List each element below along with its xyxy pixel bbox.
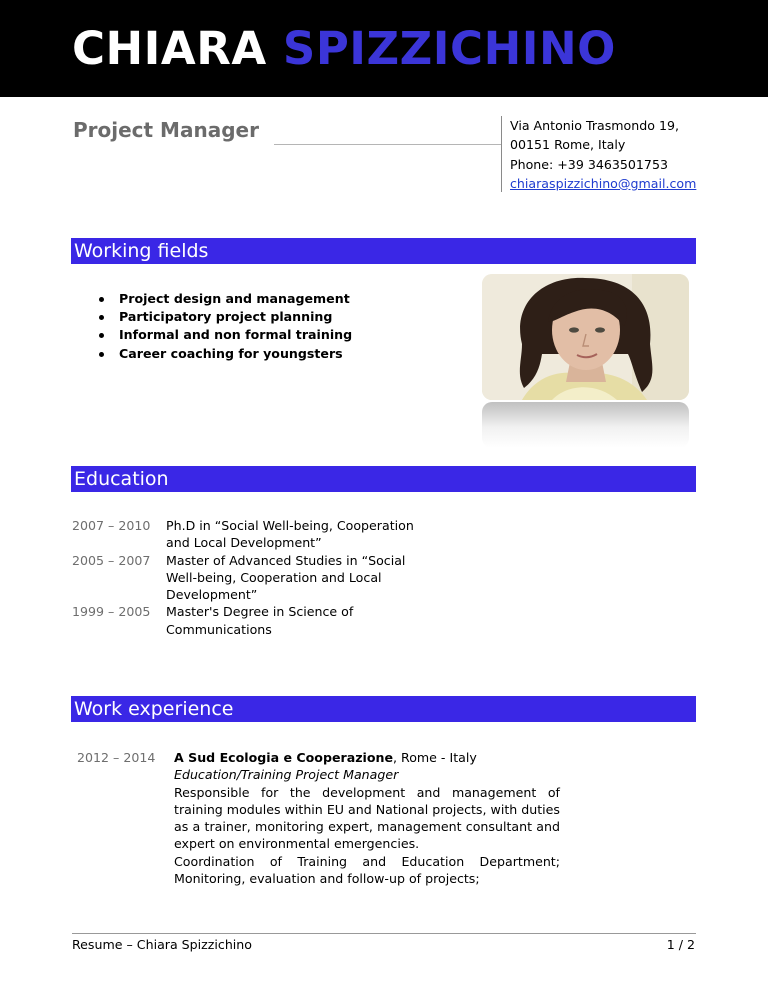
last-name: SPIZZICHINO [282,22,616,75]
list-item: Project design and management [98,290,352,308]
section-working-fields: Working fields [71,238,696,264]
education-years: 1999 – 2005 [72,604,151,620]
work-description: Responsible for the development and management of training modules within EU and National projects, with duties as a trainer, monitoring expert, management consultant and expert on environmental emergencies. [174,784,560,852]
job-title: Project Manager [73,118,259,142]
education-years: 2005 – 2007 [72,552,151,568]
address-line-1: Via Antonio Trasmondo 19, [510,118,679,133]
portrait-illustration [482,274,689,400]
title-divider [274,144,502,145]
work-years: 2012 – 2014 [77,750,156,765]
degree-line: Master of Advanced Studies in “Social [166,552,406,568]
footer-divider [72,933,696,934]
profile-photo-frame [482,274,689,454]
list-item: Informal and non formal training [98,326,352,344]
education-list [72,517,431,638]
education-degree [166,552,431,604]
list-item: Career coaching for youngsters [98,345,352,363]
education-entry [72,552,431,604]
work-role: Education/Training Project Manager [174,767,399,783]
degree-line: Well-being, Cooperation and Local [166,569,382,585]
section-education: Education [71,466,696,492]
work-employer [174,749,560,766]
footer-title: Resume – Chiara Spizzichino [72,937,252,952]
candidate-name [72,18,616,80]
contact-block [501,116,706,192]
working-fields-list [98,290,352,363]
education-entry [72,517,431,552]
photo-reflection [482,402,689,448]
degree-line: Development” [166,587,258,603]
degree-line: Master's Degree in Science of [166,604,354,620]
page-number: 1 / 2 [666,937,695,952]
education-entry [72,603,431,638]
profile-photo [482,274,689,400]
section-work-experience: Work experience [71,696,696,722]
organization-location: , Rome - Italy [393,750,477,765]
organization-name: A Sud Ecologia e Cooperazione [174,750,394,765]
degree-line: Communications [166,621,272,637]
first-name: CHIARA [72,22,267,75]
work-details [174,749,560,887]
address-line-2: 00151 Rome, Italy [510,137,626,153]
degree-line: and Local Development” [166,535,322,551]
education-degree [166,517,431,552]
education-degree [166,603,431,638]
list-item: Participatory project planning [98,308,352,326]
work-description-2: Coordination of Training and Education Department; Monitoring, evaluation and follow-up of projects; [174,853,560,887]
email-link[interactable]: chiaraspizzichino@gmail.com [510,175,697,191]
phone: Phone: +39 3463501753 [510,156,668,172]
education-years: 2007 – 2010 [72,518,151,533]
degree-line: Ph.D in “Social Well-being, Cooperation [166,518,414,533]
